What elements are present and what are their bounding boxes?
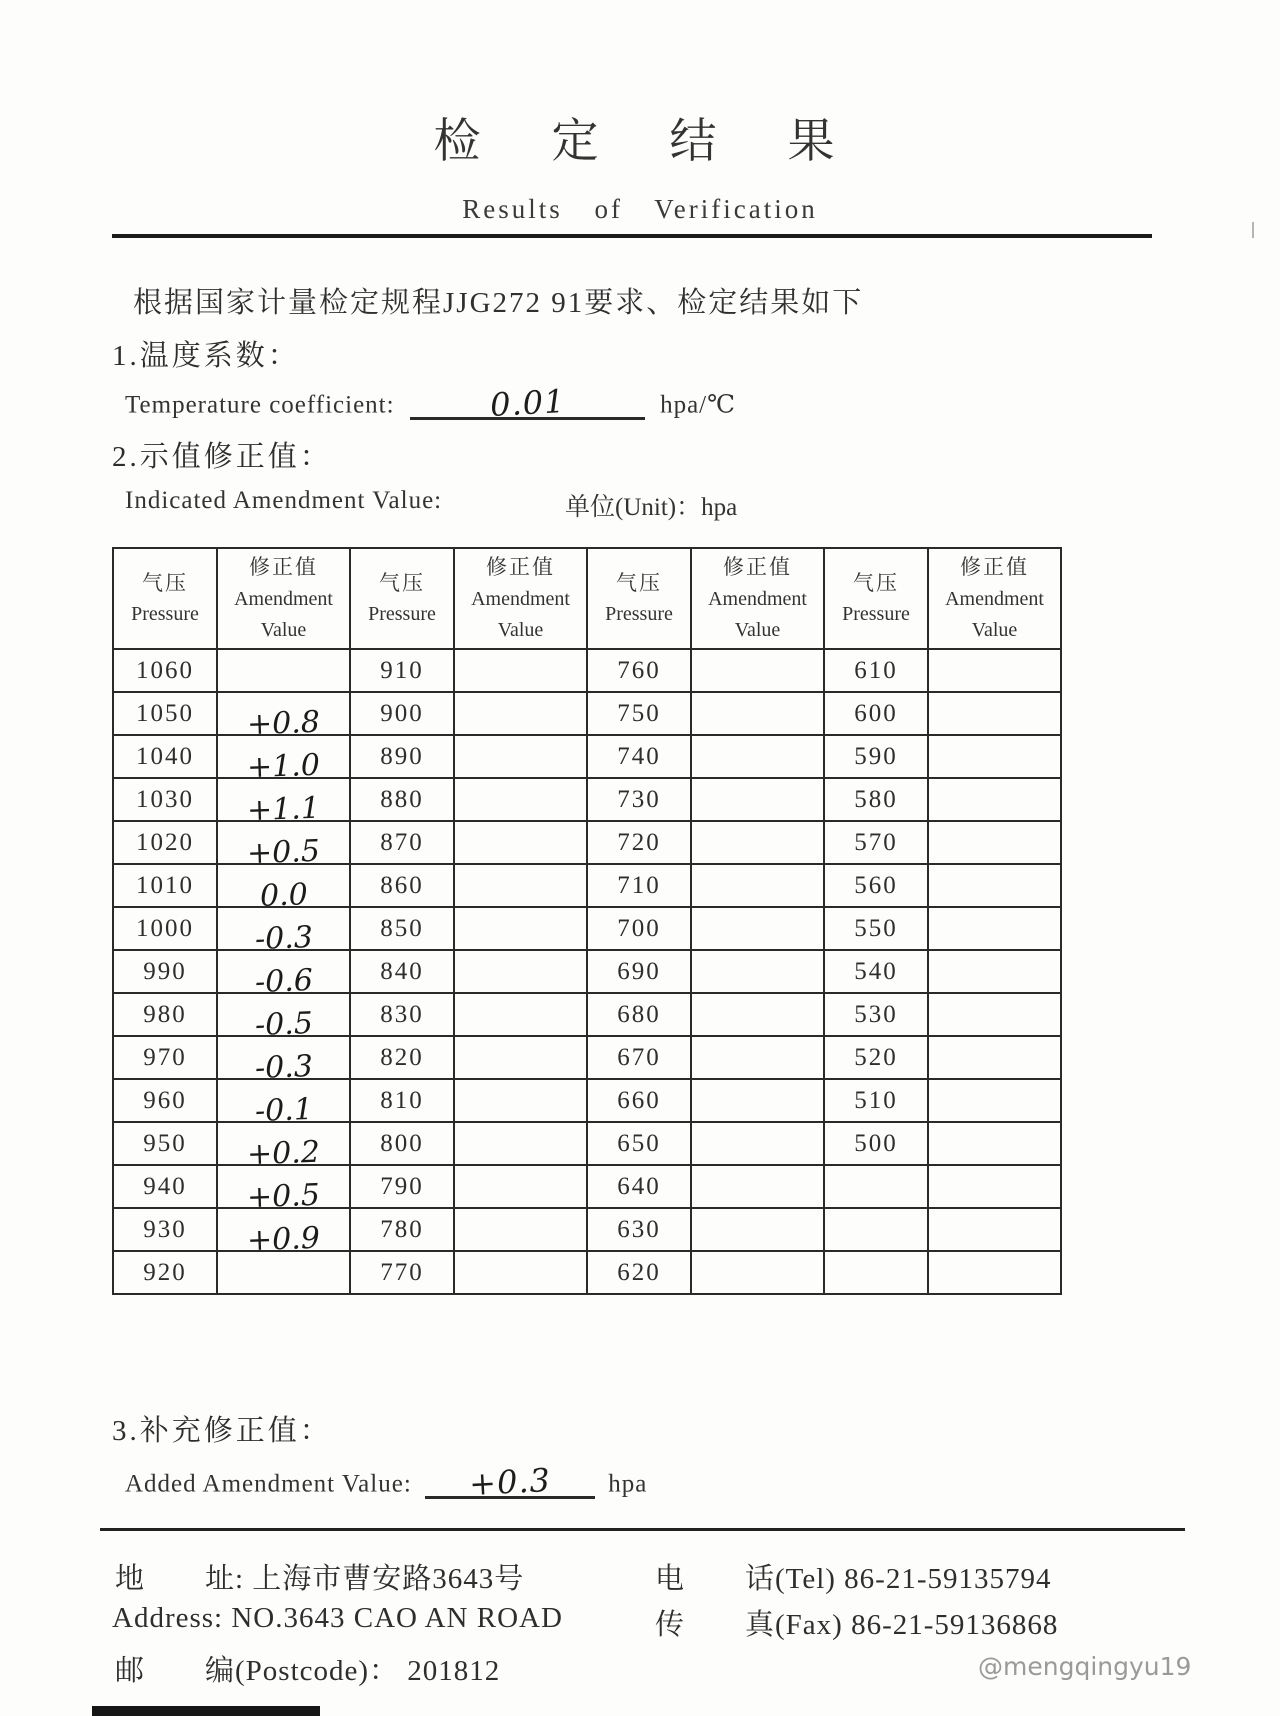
pressure-cell: 1040 <box>113 735 217 778</box>
pressure-cell: 760 <box>587 649 691 692</box>
amendment-value-handwritten: -0.3 <box>253 920 314 957</box>
footer-fax: 传 真(Fax) 86-21-59136868 <box>655 1609 1059 1641</box>
pressure-cell: 1010 <box>113 864 217 907</box>
amendment-cell <box>217 778 350 829</box>
pressure-cell: 600 <box>824 692 928 735</box>
pressure-cell: 610 <box>824 649 928 692</box>
pressure-cell: 780 <box>350 1208 454 1251</box>
pressure-cell: 660 <box>587 1079 691 1122</box>
amendment-cell <box>928 1122 1061 1165</box>
amendment-cell <box>928 821 1061 864</box>
amendment-cell <box>454 993 587 1036</box>
amendment-cell <box>928 1208 1061 1251</box>
amendment-table <box>112 547 1062 1295</box>
amendment-cell <box>928 1251 1061 1294</box>
pressure-cell: 960 <box>113 1079 217 1122</box>
pressure-cell: 620 <box>587 1251 691 1294</box>
amendment-cell <box>691 692 824 735</box>
amendment-cell <box>454 821 587 864</box>
pressure-cell: 650 <box>587 1122 691 1165</box>
pressure-cell: 980 <box>113 993 217 1036</box>
amendment-cell <box>928 649 1061 692</box>
amendment-cell <box>928 1036 1061 1079</box>
pressure-cell: 860 <box>350 864 454 907</box>
pressure-cell: 830 <box>350 993 454 1036</box>
pressure-cell: 950 <box>113 1122 217 1165</box>
amendment-cell <box>454 778 587 821</box>
pressure-cell: 770 <box>350 1251 454 1294</box>
amendment-cell <box>217 1122 350 1173</box>
temperature-coefficient-label: Temperature coefficient: <box>125 391 395 419</box>
pressure-cell: 910 <box>350 649 454 692</box>
pressure-cell: 880 <box>350 778 454 821</box>
amendment-cell <box>454 864 587 907</box>
table-row <box>113 907 1061 950</box>
amendment-value-handwritten: +1.0 <box>246 747 321 786</box>
pressure-column-header: 气压 Pressure <box>824 548 928 649</box>
pressure-cell: 580 <box>824 778 928 821</box>
added-amendment-line <box>125 1460 648 1504</box>
amendment-cell <box>454 1122 587 1165</box>
pressure-cell: 1030 <box>113 778 217 821</box>
temperature-coefficient-value-handwritten: 0.01 <box>488 382 567 424</box>
pressure-cell: 560 <box>824 864 928 907</box>
added-amendment-label: Added Amendment Value: <box>125 1470 412 1498</box>
pressure-cell: 730 <box>587 778 691 821</box>
amendment-cell <box>217 993 350 1043</box>
pressure-cell: 810 <box>350 1079 454 1122</box>
amendment-cell <box>217 1036 350 1086</box>
pressure-cell: 1000 <box>113 907 217 950</box>
footer-address-en: Address: NO.3643 CAO AN ROAD <box>112 1602 563 1634</box>
pressure-cell: 1050 <box>113 692 217 735</box>
amendment-value-handwritten: -0.6 <box>253 963 314 1000</box>
amendment-cell <box>217 907 350 957</box>
document-title-en: Results of Verification <box>462 194 818 224</box>
pressure-cell: 970 <box>113 1036 217 1079</box>
pressure-cell: 890 <box>350 735 454 778</box>
amendment-cell <box>691 950 824 993</box>
amendment-cell <box>691 1079 824 1122</box>
pressure-cell: 540 <box>824 950 928 993</box>
amendment-cell <box>691 1036 824 1079</box>
amendment-value-handwritten: 0.0 <box>259 877 308 914</box>
pressure-cell: 520 <box>824 1036 928 1079</box>
amendment-cell <box>454 950 587 993</box>
amendment-cell <box>454 1208 587 1251</box>
amendment-cell <box>454 649 587 692</box>
intro-statement: 根据国家计量检定规程JJG272 91要求、检定结果如下 <box>133 287 864 319</box>
pressure-cell: 670 <box>587 1036 691 1079</box>
amendment-value-handwritten: +0.5 <box>246 1177 321 1216</box>
pressure-cell: 500 <box>824 1122 928 1165</box>
amendment-cell <box>928 864 1061 907</box>
amendment-cell <box>691 864 824 907</box>
added-amendment-unit: hpa <box>608 1470 648 1498</box>
pressure-cell: 570 <box>824 821 928 864</box>
pressure-cell: 750 <box>587 692 691 735</box>
amendment-cell <box>217 1165 350 1216</box>
amendment-cell <box>691 907 824 950</box>
pressure-cell: 790 <box>350 1165 454 1208</box>
footer-address-cn: 地 址: 上海市曹安路3643号 <box>115 1563 525 1595</box>
amendment-value-handwritten: +1.1 <box>246 790 321 829</box>
section2-heading: 2.示值修正值： <box>112 441 332 473</box>
amendment-cell <box>454 1079 587 1122</box>
amendment-value-handwritten: -0.1 <box>253 1092 314 1129</box>
added-amendment-blank <box>425 1460 595 1504</box>
amendment-cell <box>217 1079 350 1129</box>
pressure-cell <box>824 1165 928 1208</box>
pressure-cell <box>824 1208 928 1251</box>
amendment-cell <box>691 1122 824 1165</box>
amendment-cell <box>217 692 350 743</box>
amendment-cell <box>454 1251 587 1294</box>
pressure-cell: 800 <box>350 1122 454 1165</box>
pressure-cell: 640 <box>587 1165 691 1208</box>
amendment-value-handwritten: +0.8 <box>246 704 321 743</box>
amendment-value-handwritten: +0.5 <box>246 833 321 872</box>
amendment-cell <box>928 950 1061 993</box>
amendment-cell <box>217 821 350 872</box>
pressure-cell: 680 <box>587 993 691 1036</box>
amendment-cell <box>691 993 824 1036</box>
scan-artifact-tick <box>1252 222 1254 238</box>
footer-postcode: 邮 编(Postcode)： 201812 <box>115 1655 501 1687</box>
amendment-column-header: 修正值 Amendment Value <box>217 548 350 649</box>
pressure-cell: 630 <box>587 1208 691 1251</box>
pressure-column-header: 气压 Pressure <box>587 548 691 649</box>
pressure-cell: 900 <box>350 692 454 735</box>
indicated-amendment-label: Indicated Amendment Value: <box>125 487 443 514</box>
pressure-cell: 920 <box>113 1251 217 1294</box>
temperature-coefficient-line <box>125 382 737 424</box>
amendment-value-handwritten: -0.3 <box>253 1049 314 1086</box>
watermark-handle: @mengqingyu19 <box>978 1652 1192 1681</box>
pressure-cell: 840 <box>350 950 454 993</box>
amendment-cell <box>454 735 587 778</box>
pressure-cell: 930 <box>113 1208 217 1251</box>
amendment-cell <box>928 778 1061 821</box>
amendment-cell <box>454 1036 587 1079</box>
pressure-cell: 940 <box>113 1165 217 1208</box>
amendment-value-handwritten: +0.9 <box>246 1220 321 1259</box>
amendment-value-handwritten: -0.5 <box>253 1006 314 1043</box>
amendment-cell <box>928 735 1061 778</box>
pressure-cell <box>824 1251 928 1294</box>
amendment-column-header: 修正值 Amendment Value <box>691 548 824 649</box>
pressure-column-header: 气压 Pressure <box>350 548 454 649</box>
amendment-cell <box>928 1079 1061 1122</box>
pressure-cell: 850 <box>350 907 454 950</box>
pressure-cell: 1060 <box>113 649 217 692</box>
pressure-cell: 710 <box>587 864 691 907</box>
amendment-cell <box>217 950 350 1000</box>
unit-label: 单位(Unit)：hpa <box>565 494 738 521</box>
amendment-cell <box>454 907 587 950</box>
amendment-cell <box>928 993 1061 1036</box>
pressure-cell: 510 <box>824 1079 928 1122</box>
pressure-cell: 870 <box>350 821 454 864</box>
pressure-cell: 530 <box>824 993 928 1036</box>
scan-artifact-bar <box>92 1706 320 1716</box>
pressure-column-header: 气压 Pressure <box>113 548 217 649</box>
amendment-cell <box>691 1208 824 1251</box>
added-amendment-value-handwritten: +0.3 <box>468 1460 552 1504</box>
amendment-cell <box>217 735 350 786</box>
amendment-value-handwritten: +0.2 <box>246 1134 321 1173</box>
amendment-cell <box>928 1165 1061 1208</box>
table-row <box>113 649 1061 692</box>
amendment-cell <box>691 821 824 864</box>
amendment-cell <box>217 1251 350 1294</box>
amendment-cell <box>691 778 824 821</box>
amendment-cell <box>217 649 350 692</box>
pressure-cell: 550 <box>824 907 928 950</box>
section1-heading: 1.温度系数： <box>112 340 300 372</box>
table-row <box>113 692 1061 735</box>
amendment-cell <box>691 649 824 692</box>
footer-tel: 电 话(Tel) 86-21-59135794 <box>655 1563 1052 1595</box>
footer-divider-rule <box>100 1528 1185 1531</box>
pressure-cell: 740 <box>587 735 691 778</box>
amendment-cell <box>217 864 350 914</box>
pressure-cell: 990 <box>113 950 217 993</box>
amendment-cell <box>454 1165 587 1208</box>
pressure-cell: 1020 <box>113 821 217 864</box>
amendment-column-header: 修正值 Amendment Value <box>454 548 587 649</box>
amendment-cell <box>691 1251 824 1294</box>
section3-heading: 3.补充修正值： <box>112 1415 332 1447</box>
document-title-cn: 检 定 结 果 <box>433 116 847 168</box>
amendment-cell <box>454 692 587 735</box>
pressure-cell: 590 <box>824 735 928 778</box>
pressure-cell: 720 <box>587 821 691 864</box>
temperature-coefficient-blank <box>410 382 645 424</box>
title-divider-rule <box>112 234 1152 238</box>
pressure-cell: 700 <box>587 907 691 950</box>
amendment-cell <box>928 907 1061 950</box>
amendment-column-header: 修正值 Amendment Value <box>928 548 1061 649</box>
amendment-cell <box>691 735 824 778</box>
pressure-cell: 690 <box>587 950 691 993</box>
amendment-cell <box>928 692 1061 735</box>
amendment-cell <box>691 1165 824 1208</box>
pressure-cell: 820 <box>350 1036 454 1079</box>
temperature-coefficient-unit: hpa/℃ <box>660 391 737 419</box>
amendment-cell <box>217 1208 350 1259</box>
